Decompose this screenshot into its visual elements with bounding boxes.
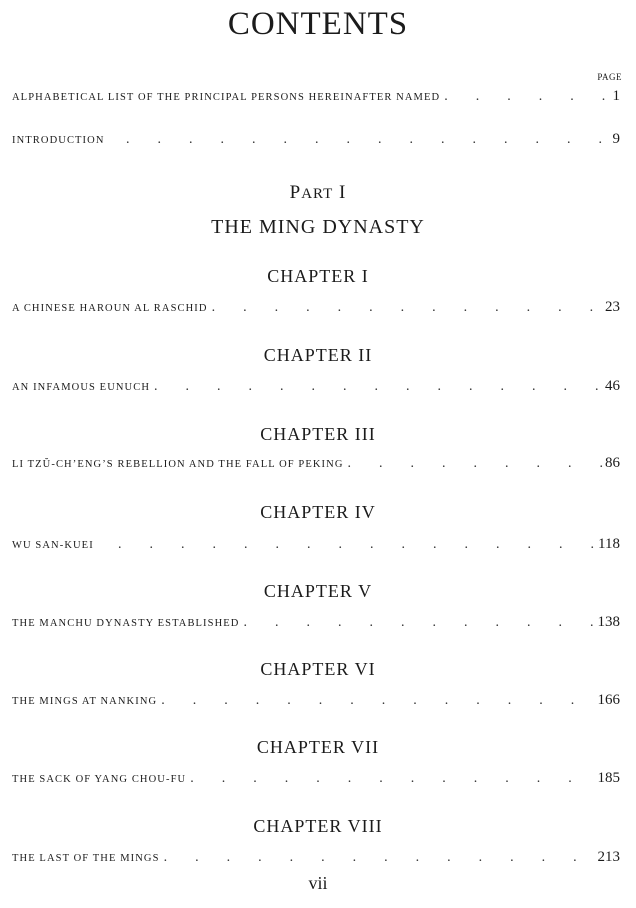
chapter-heading: CHAPTER VI	[260, 659, 376, 679]
toc-entry-title: THE SACK OF YANG CHOU-FU	[12, 774, 187, 785]
toc-entry-title: A CHINESE HAROUN AL RASCHID	[12, 303, 208, 314]
toc-entry-page: 166	[597, 692, 620, 708]
toc-entry-page: 46	[605, 378, 620, 394]
dot-leader	[186, 771, 597, 787]
toc-entry-page: 185	[597, 770, 620, 786]
chapter-heading: CHAPTER VII	[256, 737, 380, 757]
dot-leader	[160, 850, 598, 866]
dot-leader	[440, 89, 606, 105]
toc-entry-page: 138	[597, 614, 620, 630]
toc-entry-introduction[interactable]	[12, 131, 620, 148]
part-label	[0, 182, 636, 204]
chapter-heading: CHAPTER III	[260, 424, 376, 444]
toc-entry-title: INTRODUCTION	[12, 135, 105, 146]
chapter-heading: CHAPTER VIII	[253, 816, 383, 836]
toc-entry-page: 118	[598, 536, 620, 552]
toc-entry-alphabetical-list[interactable]	[12, 88, 620, 105]
dot-leader	[344, 456, 605, 472]
dot-leader	[157, 693, 597, 709]
toc-entry-chapter-1[interactable]	[12, 299, 620, 316]
chapter-heading: CHAPTER I	[267, 266, 369, 286]
dot-leader	[208, 300, 605, 316]
toc-entry-page: 1	[612, 88, 620, 104]
toc-entry-title: LI TZŬ-CH’ENG’S REBELLION AND THE FALL OF PEKING	[12, 459, 344, 470]
toc-entry-page: 23	[605, 299, 620, 315]
toc-entry-chapter-8[interactable]	[12, 849, 620, 866]
part-title: THE MING DYNASTY	[211, 216, 425, 238]
toc-entry-title: WU SAN-KUEI	[12, 540, 94, 551]
dot-leader	[239, 615, 597, 631]
part-label-rest: ART	[301, 186, 334, 202]
chapter-heading: CHAPTER II	[263, 345, 373, 365]
chapter-heading: CHAPTER V	[263, 581, 373, 601]
toc-entry-chapter-6[interactable]	[12, 692, 620, 709]
part-label-number: I	[339, 182, 347, 203]
toc-entry-page: 9	[612, 131, 620, 147]
page-number-folio: vii	[308, 873, 328, 893]
toc-entry-chapter-3[interactable]	[12, 455, 620, 472]
dot-leader	[105, 132, 606, 148]
dot-leader	[94, 537, 598, 553]
toc-entry-chapter-4[interactable]	[12, 536, 620, 553]
dot-leader	[150, 379, 605, 395]
toc-entry-chapter-2[interactable]	[12, 378, 620, 395]
page-title: CONTENTS	[227, 6, 409, 42]
page-column-label: PAGE	[597, 72, 622, 82]
toc-entry-title: ALPHABETICAL LIST OF THE PRINCIPAL PERSONS HEREINAFTER NAMED	[12, 92, 441, 103]
toc-entry-title: THE MANCHU DYNASTY ESTABLISHED	[12, 618, 240, 629]
chapter-heading: CHAPTER IV	[260, 502, 376, 522]
toc-entry-title: THE MINGS AT NANKING	[12, 696, 158, 707]
toc-entry-chapter-7[interactable]	[12, 770, 620, 787]
toc-entry-page: 213	[597, 849, 620, 865]
toc-entry-title: AN INFAMOUS EUNUCH	[12, 382, 151, 393]
toc-entry-title: THE LAST OF THE MINGS	[12, 853, 160, 864]
toc-entry-page: 86	[605, 455, 620, 471]
toc-entry-chapter-5[interactable]	[12, 614, 620, 631]
part-label-initial: P	[289, 182, 302, 203]
